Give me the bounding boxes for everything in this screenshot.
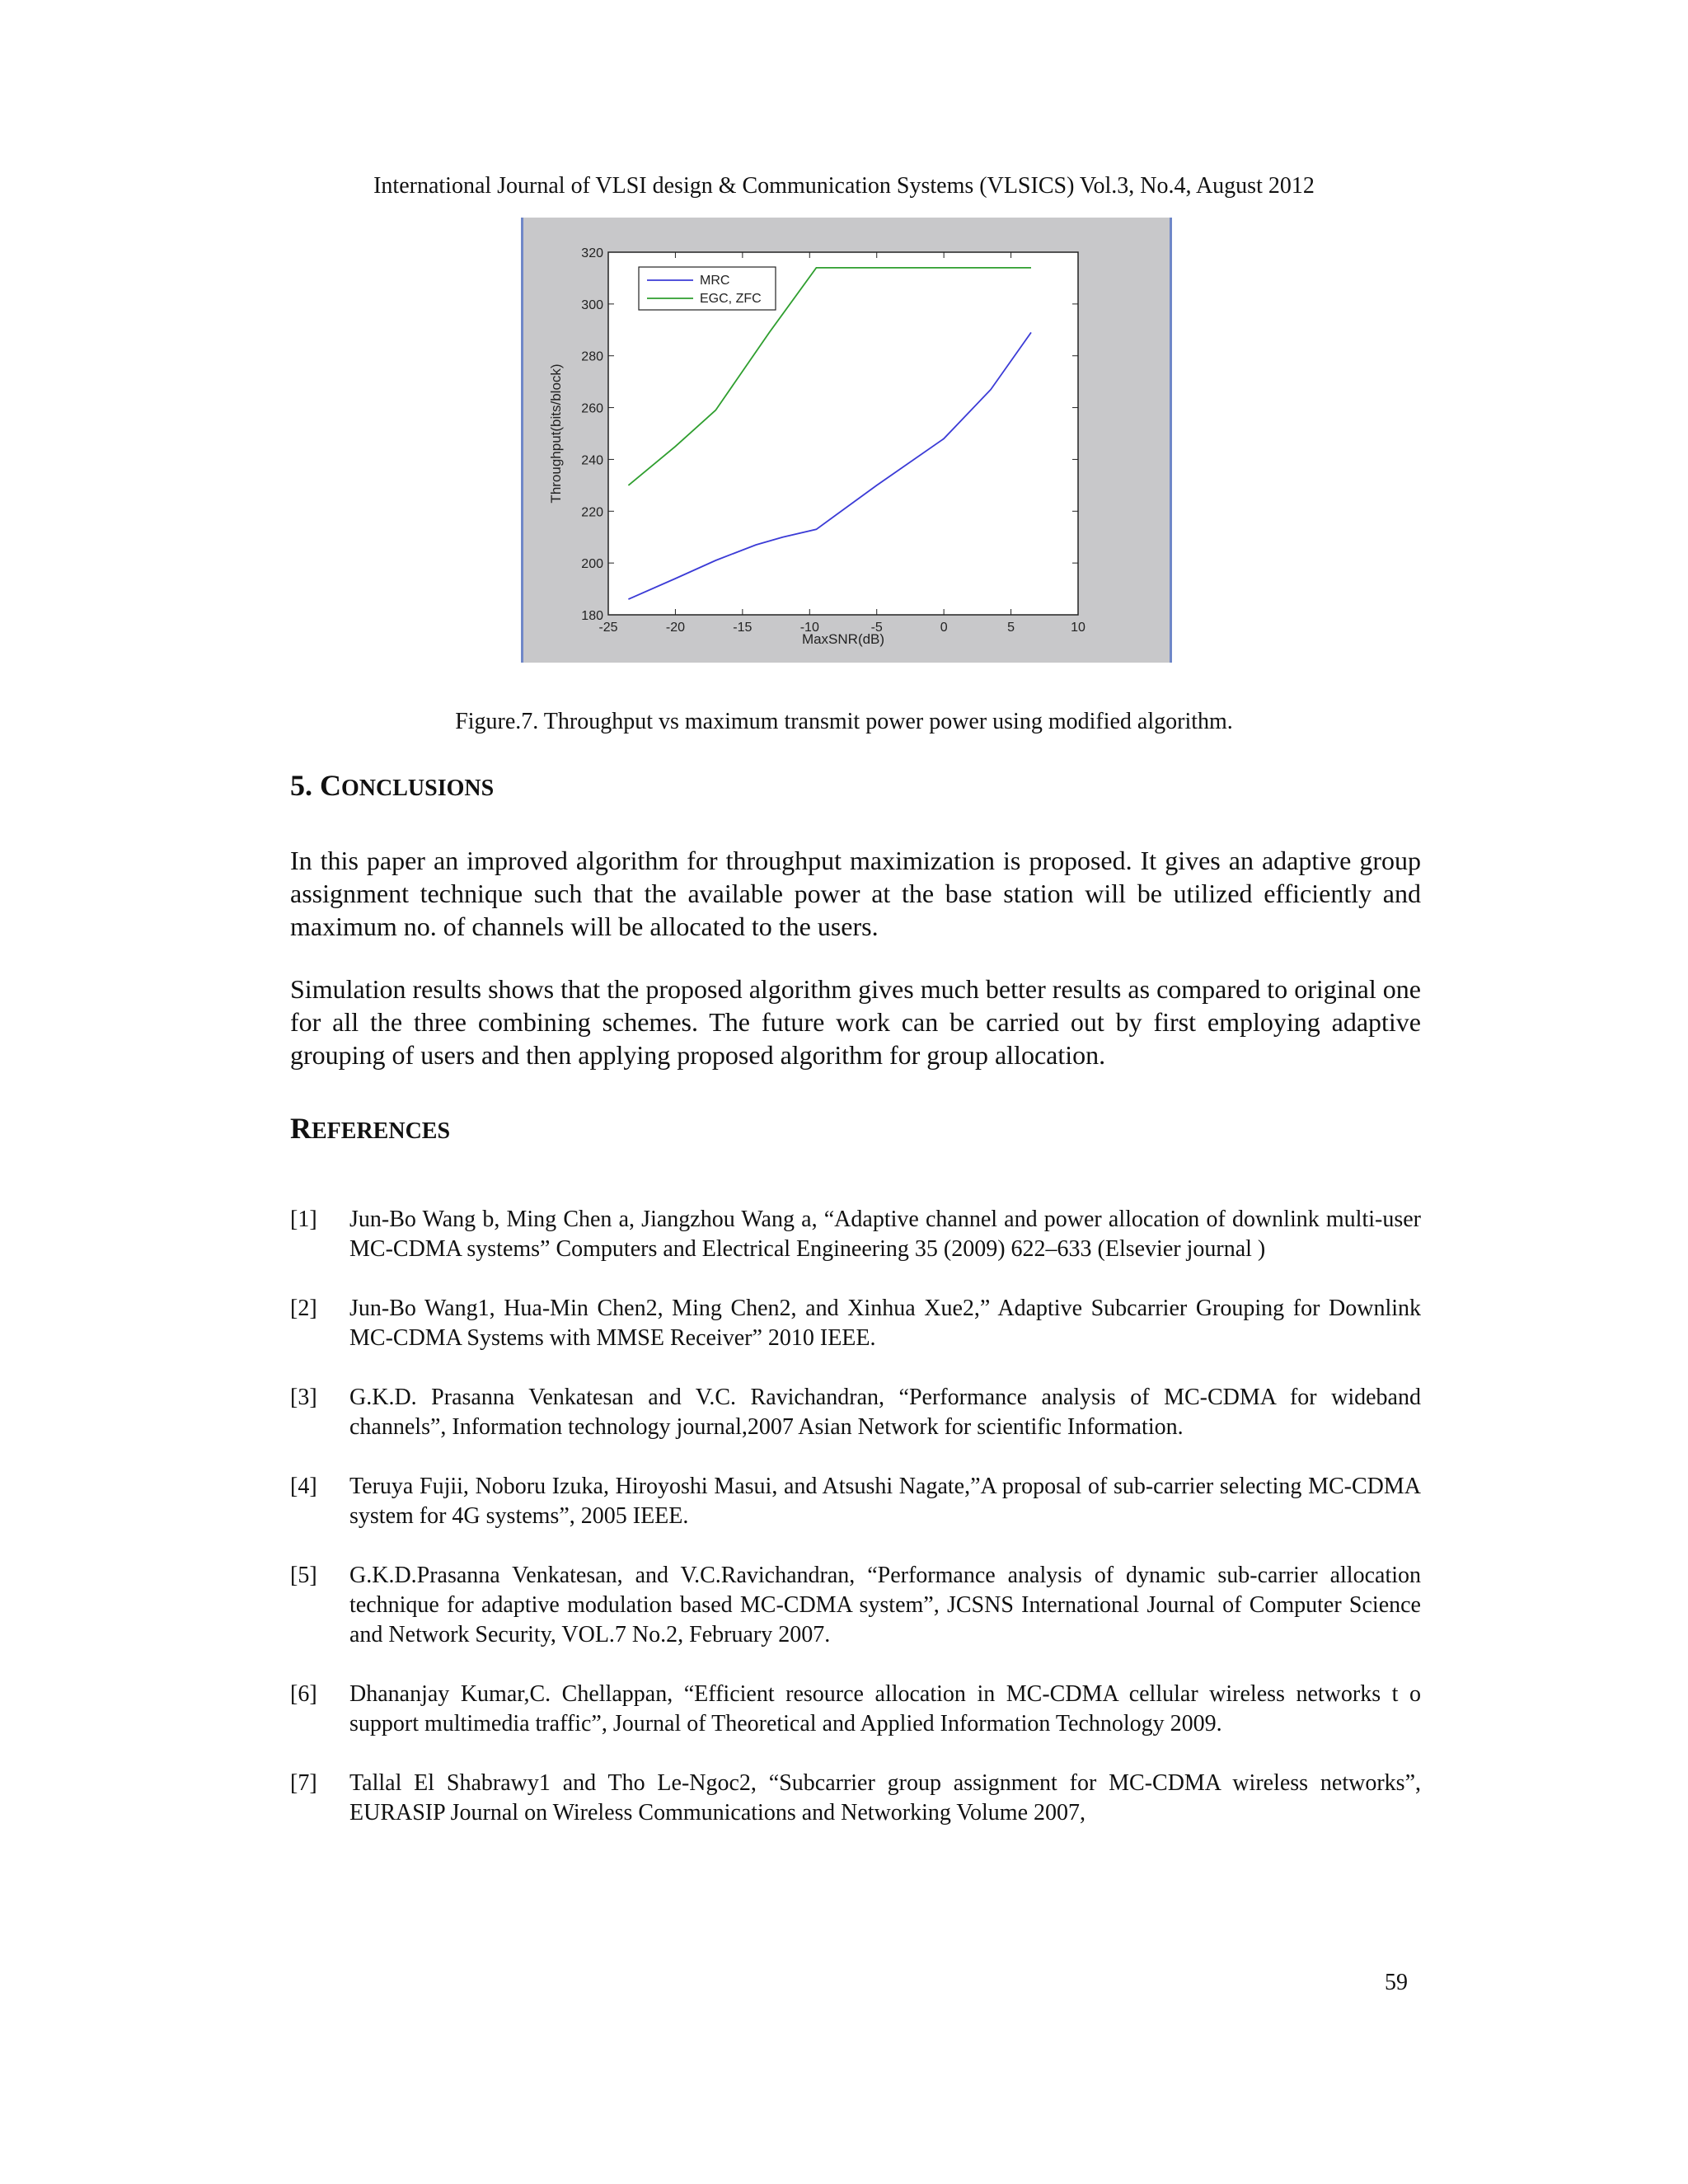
x-tick-label: -5 [870, 621, 883, 635]
reference-item [290, 1205, 1421, 1264]
page-number: 59 [1385, 1970, 1408, 1995]
reference-number: [3] [290, 1385, 317, 1410]
x-tick-label: 5 [1007, 621, 1015, 635]
reference-number: [2] [290, 1296, 317, 1321]
reference-number: [4] [290, 1474, 317, 1499]
figure-caption: Figure.7. Throughput vs maximum transmit power power using modified algorithm. [455, 709, 1233, 734]
references-heading [290, 1111, 450, 1146]
conclusions-paragraph-2: Simulation results shows that the proposed algorithm gives much better results as compared to original one for all the three combining schemes. The future work can be carried out by first employing adaptive grouping of users and then applying proposed algorithm for group allocation. [290, 974, 1421, 1070]
reference-text: G.K.D.Prasanna Venkatesan, and V.C.Ravichandran, “Performance analysis of dynamic sub-carrier allocation technique for adaptive modulation based MC-CDMA system”, JCSNS International Journal of Computer Science and Network Security, VOL.7 No.2, February 2007. [349, 1563, 1421, 1647]
y-tick-label: 200 [581, 557, 603, 572]
x-tick-label: -25 [598, 621, 618, 635]
legend-label: MRC [700, 274, 730, 288]
throughput-chart [523, 218, 1170, 663]
reference-text: Dhananjay Kumar,C. Chellappan, “Efficient resource allocation in MC-CDMA cellular wireless networks t o support multimedia traffic”, Journal of Theoretical and Applied Information Technology 2009. [349, 1681, 1421, 1736]
reference-number: [5] [290, 1563, 317, 1588]
reference-item [290, 1680, 1421, 1739]
reference-text: Jun-Bo Wang1, Hua-Min Chen2, Ming Chen2, and Xinhua Xue2,” Adaptive Subcarrier Grouping for Downlink MC-CDMA Systems with MMSE Receiver” 2010 IEEE. [349, 1296, 1421, 1351]
reference-item [290, 1561, 1421, 1650]
x-tick-label: -15 [733, 621, 753, 635]
reference-item [290, 1294, 1421, 1353]
y-axis-label: Throughput(bits/block) [548, 363, 564, 504]
conclusions-title-rest: ONCLUSIONS [341, 776, 495, 801]
y-tick-label: 180 [581, 609, 603, 623]
references-title-rest: EFERENCES [312, 1118, 451, 1144]
reference-text: Jun-Bo Wang b, Ming Chen a, Jiangzhou Wang a, “Adaptive channel and power allocation of downlink multi-user MC-CDMA systems” Computers and Electrical Engineering 35 (2009) 622–633 (Elsevier journal ) [349, 1207, 1421, 1262]
conclusions-heading [290, 768, 494, 803]
reference-text: Tallal El Shabrawy1 and Tho Le-Ngoc2, “Subcarrier group assignment for MC-CDMA wireless networks”, EURASIP Journal on Wireless Communications and Networking Volume 2007, [349, 1770, 1421, 1825]
y-tick-label: 300 [581, 298, 603, 312]
conclusions-title-first: C [320, 769, 341, 802]
y-tick-label: 260 [581, 401, 603, 416]
reference-item [290, 1472, 1421, 1531]
y-tick-label: 280 [581, 349, 603, 364]
reference-number: [7] [290, 1770, 317, 1796]
legend-label: EGC, ZFC [700, 292, 762, 306]
y-tick-label: 240 [581, 453, 603, 468]
x-tick-label: 10 [1071, 621, 1085, 635]
reference-number: [1] [290, 1207, 317, 1232]
x-tick-label: -10 [799, 621, 819, 635]
y-tick-label: 320 [581, 246, 603, 260]
conclusions-number: 5. [290, 769, 312, 802]
journal-header: International Journal of VLSI design & Communication Systems (VLSICS) Vol.3, No.4, August 2012 [373, 173, 1315, 199]
reference-item [290, 1769, 1421, 1828]
figure-7 [521, 218, 1172, 663]
reference-text: Teruya Fujii, Noboru Izuka, Hiroyoshi Masui, and Atsushi Nagate,”A proposal of sub-carrier selecting MC-CDMA system for 4G systems”, 2005 IEEE. [349, 1474, 1421, 1529]
reference-number: [6] [290, 1681, 317, 1707]
references-list [290, 1205, 1421, 1858]
x-axis-label: MaxSNR(dB) [801, 631, 885, 647]
x-tick-label: 0 [940, 621, 948, 635]
chart-legend [639, 267, 776, 310]
reference-text: G.K.D. Prasanna Venkatesan and V.C. Ravichandran, “Performance analysis of MC-CDMA for wideband channels”, Information technology journal,2007 Asian Network for scientific Information. [349, 1385, 1421, 1440]
reference-item [290, 1383, 1421, 1442]
x-tick-label: -20 [665, 621, 685, 635]
conclusions-paragraph-1: In this paper an improved algorithm for throughput maximization is proposed. It gives an adaptive group assignment technique such that the available power at the base station will be utilized efficiently and maximum no. of channels will be allocated to the users. [290, 846, 1421, 941]
y-tick-label: 220 [581, 505, 603, 520]
references-title-first: R [290, 1112, 312, 1145]
